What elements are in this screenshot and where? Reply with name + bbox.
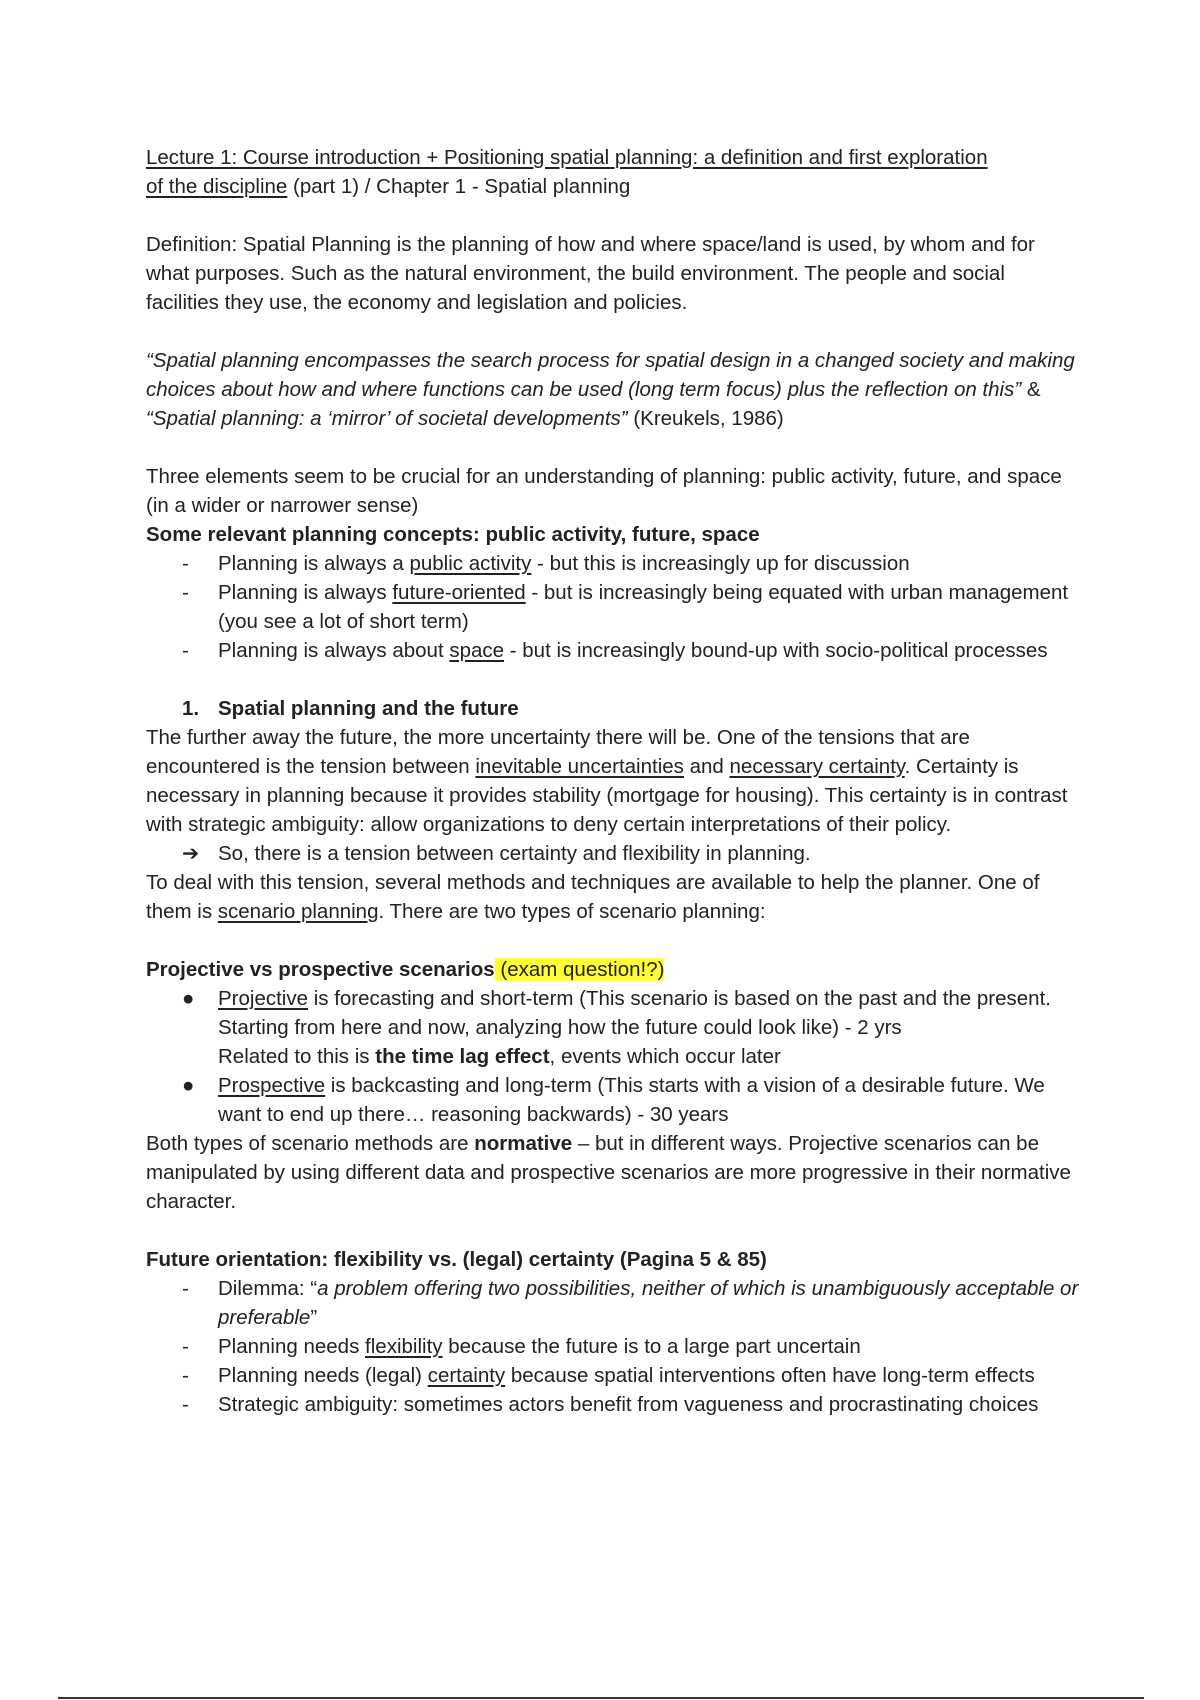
underlined-term: public activity — [409, 552, 532, 575]
scenario-intro-paragraph — [146, 868, 1081, 926]
item-text: Dilemma: “ — [218, 1277, 318, 1300]
document-page — [146, 143, 1081, 1419]
item-text: ” — [310, 1306, 318, 1329]
quote-citation: (Kreukels, 1986) — [627, 407, 784, 430]
dash-marker: - — [182, 552, 189, 575]
highlight-note: (exam question!?) — [494, 958, 665, 981]
page-title — [146, 143, 1081, 201]
arrow-point — [146, 839, 1081, 868]
list-item — [146, 1274, 1081, 1332]
item-text: Planning is always a — [218, 552, 410, 575]
item-text: - but this is increasingly up for discussion — [531, 552, 910, 575]
item-text: Related to this is — [218, 1045, 376, 1068]
text: . Certainty is necessary in planning because it provides stability (mortgage for housing). This certainty is in contrast with strategic ambiguity: allow organizations to deny certain interpretations of their policy. — [146, 755, 1068, 836]
item-text: Planning needs (legal) — [218, 1364, 428, 1387]
underlined-term: scenario planning — [217, 900, 379, 923]
text: . There are two types of scenario planning: — [378, 900, 766, 923]
item-text: , events which occur later — [549, 1045, 781, 1068]
item-text: Planning is always — [218, 581, 393, 604]
text: and — [683, 755, 730, 778]
concepts-heading: Some relevant planning concepts: public activity, future, space — [146, 523, 760, 546]
scenarios-list — [146, 984, 1081, 1129]
scenarios-heading — [146, 955, 1081, 984]
list-item — [146, 1071, 1081, 1129]
page-bottom-rule — [58, 1697, 1144, 1699]
bullet-marker: ● — [182, 987, 195, 1010]
item-text: - but is increasingly bound-up with socio-political processes — [504, 639, 1048, 662]
underlined-term: flexibility — [365, 1335, 443, 1358]
quote-amp: & — [1021, 378, 1041, 401]
concepts-list — [146, 549, 1081, 665]
dash-marker: - — [182, 1277, 189, 1300]
item-text: Planning needs — [218, 1335, 366, 1358]
list-item — [146, 1332, 1081, 1361]
dash-marker: - — [182, 581, 189, 604]
dash-marker: - — [182, 1335, 189, 1358]
definition-paragraph: Definition: Spatial Planning is the planning of how and where space/land is used, by whom and for what purposes. Such as the natural environment, the build environment. The people and social facilities they use, the economy and legislation and policies. — [146, 233, 1035, 314]
text: Both types of scenario methods are — [146, 1132, 475, 1155]
list-item — [146, 549, 1081, 578]
underlined-term: necessary certainty — [729, 755, 905, 778]
underlined-term: space — [449, 639, 505, 662]
title-link-2[interactable]: of the discipline — [146, 175, 288, 198]
item-text: because spatial interventions often have long-term effects — [505, 1364, 1035, 1387]
three-elements-paragraph: Three elements seem to be crucial for an understanding of planning: public activity, future, and space (in a wider or narrower sense) — [146, 465, 1062, 517]
item-text: because the future is to a large part uncertain — [442, 1335, 861, 1358]
section-number: 1. — [182, 697, 200, 720]
list-item — [146, 984, 1081, 1071]
list-item — [146, 1361, 1081, 1390]
section-title: Spatial planning and the future — [218, 697, 519, 720]
arrow-icon: ➔ — [182, 842, 200, 865]
quote-1: “Spatial planning encompasses the search process for spatial design in a changed society and making choices about how and where functions can be used (long term focus) plus the reflection on this” — [146, 349, 1075, 401]
text: The further away the future, the more uncertainty there will be. One of the tensions that are encountered is the tension between — [146, 726, 970, 778]
list-item — [146, 636, 1081, 665]
future-paragraph — [146, 723, 1081, 839]
text: – but in different ways. Projective scenarios can be manipulated by using different data and prospective scenarios are more progressive in their normative character. — [146, 1132, 1071, 1213]
dash-marker: - — [182, 639, 189, 662]
arrow-text: So, there is a tension between certainty and flexibility in planning. — [218, 842, 811, 865]
list-item — [146, 578, 1081, 636]
item-text: is forecasting and short-term (This scenario is based on the past and the present. Starting from here and now, analyzing how the future could look like) - 2 yrs — [218, 987, 1051, 1039]
item-text: Strategic ambiguity: sometimes actors benefit from vagueness and procrastinating choices — [218, 1393, 1039, 1416]
underlined-term: certainty — [427, 1364, 506, 1387]
underlined-term: Projective — [218, 987, 309, 1010]
underlined-term: inevitable uncertainties — [475, 755, 684, 778]
bold-term: normative — [474, 1132, 573, 1155]
dash-marker: - — [182, 1364, 189, 1387]
bold-term: the time lag effect — [375, 1045, 550, 1068]
bullet-marker: ● — [182, 1074, 195, 1097]
future-list — [146, 1274, 1081, 1419]
underlined-term: future-oriented — [392, 581, 526, 604]
future-orientation-heading: Future orientation: flexibility vs. (legal) certainty (Pagina 5 & 85) — [146, 1248, 767, 1271]
item-text: Planning is always about — [218, 639, 450, 662]
underlined-term: Prospective — [218, 1074, 326, 1097]
dash-marker: - — [182, 1393, 189, 1416]
title-rest: (part 1) / Chapter 1 - Spatial planning — [287, 175, 631, 198]
item-text: - but is increasingly being equated with urban management (you see a lot of short term) — [218, 581, 1069, 633]
title-link-1[interactable]: Lecture 1: Course introduction + Positioning spatial planning: a definition and first exploration — [146, 146, 988, 169]
item-text: is backcasting and long-term (This starts with a vision of a desirable future. We want to end up there… reasoning backwards) - 30 years — [218, 1074, 1045, 1126]
italic-definition: a problem offering two possibilities, neither of which is unambiguously acceptable or preferable — [218, 1277, 1079, 1329]
list-item — [146, 1390, 1081, 1419]
text: To deal with this tension, several methods and techniques are available to help the planner. One of them is — [146, 871, 1040, 923]
quote-paragraph — [146, 346, 1081, 433]
scenarios-title: Projective vs prospective scenarios — [146, 958, 495, 981]
quote-2: “Spatial planning: a ‘mirror’ of societal developments” — [146, 407, 628, 430]
section-1-heading — [146, 694, 1081, 723]
normative-paragraph — [146, 1129, 1081, 1216]
